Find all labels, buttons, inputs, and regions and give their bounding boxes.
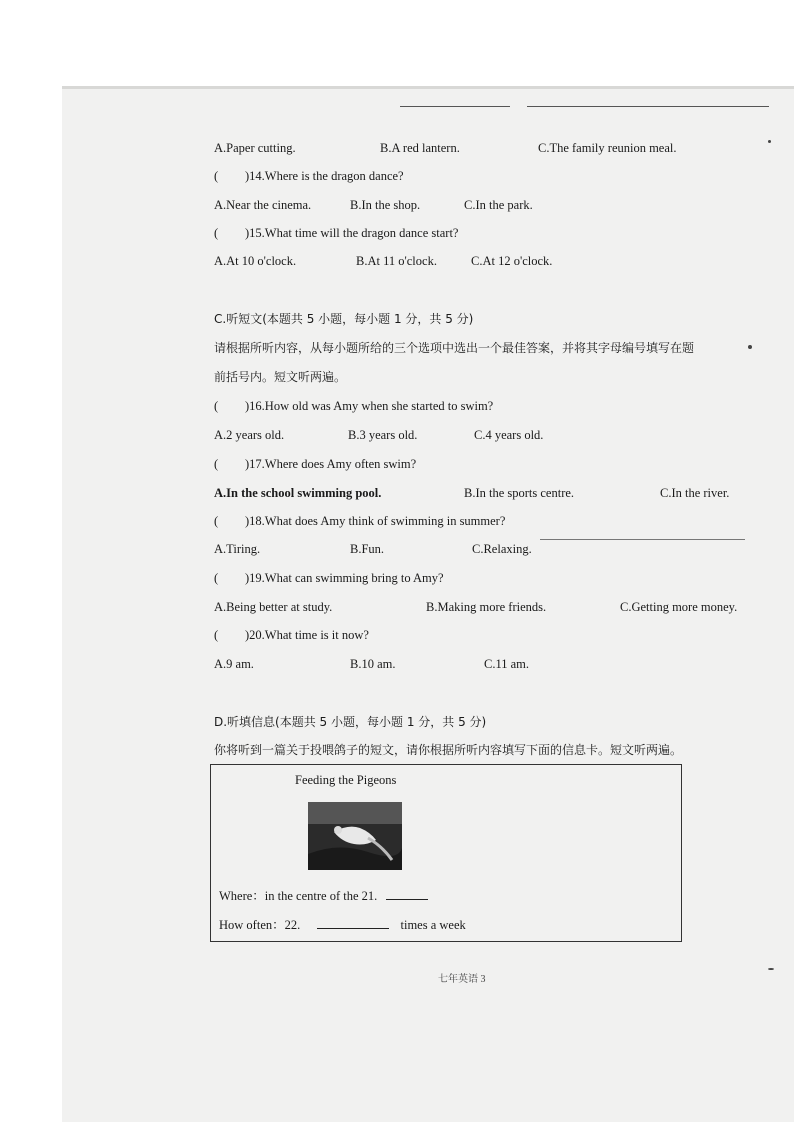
q14-option-b: B.In the shop. <box>350 198 421 212</box>
q20-paren: ( <box>214 628 219 642</box>
q20-option-c: C.11 am. <box>484 657 530 671</box>
q16-question: )16.How old was Amy when she started to swim? <box>245 399 494 413</box>
section-d-title: D.听填信息(本题共 5 小题，每小题 1 分，共 5 分) <box>214 715 487 729</box>
page-footer: 七年英语 3 <box>438 974 486 985</box>
q20-question: )20.What time is it now? <box>245 628 369 642</box>
q13-option-b: B.A red lantern. <box>380 141 460 155</box>
q17-question: )17.Where does Amy often swim? <box>245 457 417 471</box>
section-c-title: C.听短文(本题共 5 小题，每小题 1 分，共 5 分) <box>214 312 474 326</box>
scan-edge <box>62 86 794 89</box>
pigeon-photo <box>308 802 402 870</box>
stray-rule <box>540 539 745 540</box>
q15-option-a: A.At 10 o'clock. <box>214 254 297 268</box>
answer-blank-22[interactable] <box>317 916 389 929</box>
how-often-label: How often：22. <box>219 918 301 932</box>
q18-paren: ( <box>214 514 219 528</box>
q18-option-c: C.Relaxing. <box>472 542 532 556</box>
q18-option-a: A.Tiring. <box>214 542 261 556</box>
q17-option-c: C.In the river. <box>660 486 730 500</box>
card-title: Feeding the Pigeons <box>295 773 397 787</box>
q16-option-a: A.2 years old. <box>214 428 285 442</box>
q16-option-b: B.3 years old. <box>348 428 418 442</box>
q15-paren: ( <box>214 226 219 240</box>
q19-option-b: B.Making more friends. <box>426 600 547 614</box>
top-rule <box>527 106 769 107</box>
q16-option-c: C.4 years old. <box>474 428 544 442</box>
q19-question: )19.What can swimming bring to Amy? <box>245 571 444 585</box>
info-card <box>210 764 682 942</box>
q15-question: )15.What time will the dragon dance start? <box>245 226 459 240</box>
q17-option-a: A.In the school swimming pool. <box>214 486 382 500</box>
q14-paren: ( <box>214 169 219 183</box>
where-row <box>219 887 428 904</box>
pigeon-photo-image <box>308 802 402 870</box>
q14-option-a: A.Near the cinema. <box>214 198 312 212</box>
scan-speck <box>768 968 774 970</box>
q13-option-a: A.Paper cutting. <box>214 141 296 155</box>
section-c-instruction-cont: 前括号内。短文听两遍。 <box>214 370 347 384</box>
q17-paren: ( <box>214 457 219 471</box>
answer-blank-21[interactable] <box>386 887 428 900</box>
scan-speck <box>748 345 752 349</box>
q18-question: )18.What does Amy think of swimming in summer? <box>245 514 506 528</box>
q16-paren: ( <box>214 399 219 413</box>
q17-option-b: B.In the sports centre. <box>464 486 575 500</box>
how-often-suffix: times a week <box>400 918 466 932</box>
q15-option-c: C.At 12 o'clock. <box>471 254 553 268</box>
section-c-instruction: 请根据所听内容，从每小题所给的三个选项中选出一个最佳答案，并将其字母编号填写在题 <box>214 341 695 355</box>
q13-option-c: C.The family reunion meal. <box>538 141 677 155</box>
q19-option-c: C.Getting more money. <box>620 600 738 614</box>
q19-paren: ( <box>214 571 219 585</box>
q20-option-a: A.9 am. <box>214 657 254 671</box>
q14-option-c: C.In the park. <box>464 198 533 212</box>
scan-speck <box>768 140 771 143</box>
q14-question: )14.Where is the dragon dance? <box>245 169 404 183</box>
how-often-row <box>219 916 466 933</box>
q20-option-b: B.10 am. <box>350 657 396 671</box>
section-d-instruction: 你将听到一篇关于投喂鸽子的短文，请你根据所听内容填写下面的信息卡。短文听两遍。 <box>214 743 683 757</box>
q19-option-a: A.Being better at study. <box>214 600 333 614</box>
q15-option-b: B.At 11 o'clock. <box>356 254 437 268</box>
where-label: Where：in the centre of the 21. <box>219 889 378 903</box>
q18-option-b: B.Fun. <box>350 542 385 556</box>
top-rule <box>400 106 510 107</box>
